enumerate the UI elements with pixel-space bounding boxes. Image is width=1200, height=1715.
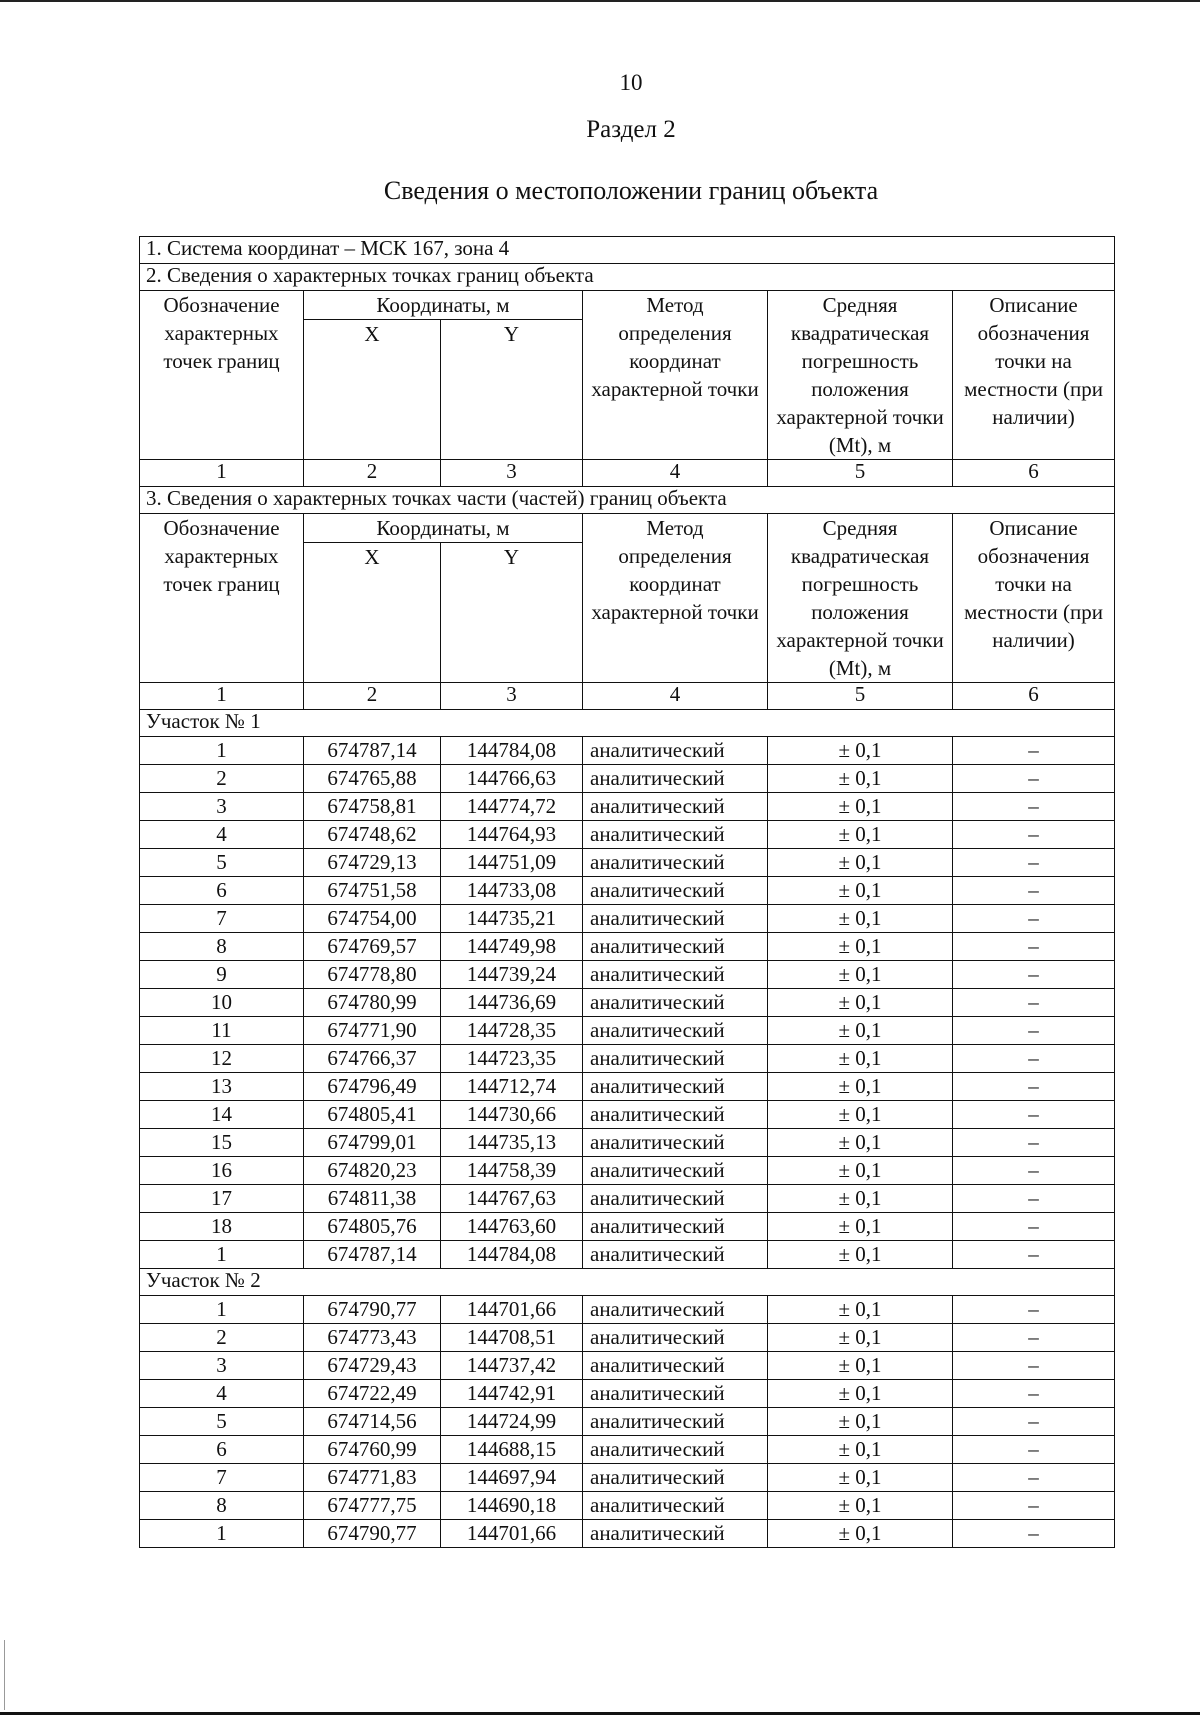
description-cell: –: [953, 1324, 1115, 1352]
coord-x: 674805,41: [304, 1101, 441, 1129]
mt-cell: ± 0,1: [768, 1324, 953, 1352]
method-cell: аналитический: [583, 849, 768, 877]
description-cell: –: [953, 905, 1115, 933]
point-number: 7: [140, 1464, 304, 1492]
method-cell: аналитический: [583, 737, 768, 765]
coord-x: 674820,23: [304, 1157, 441, 1185]
mt-cell: ± 0,1: [768, 1296, 953, 1324]
method-cell: аналитический: [583, 877, 768, 905]
point-number: 6: [140, 877, 304, 905]
coord-y: 144733,08: [441, 877, 583, 905]
mt-cell: ± 0,1: [768, 933, 953, 961]
description-cell: –: [953, 1436, 1115, 1464]
coord-y: 144736,69: [441, 989, 583, 1017]
table-row: [140, 1296, 1115, 1324]
point-number: 5: [140, 849, 304, 877]
table-row: [140, 1185, 1115, 1213]
method-cell: аналитический: [583, 1017, 768, 1045]
method-cell: аналитический: [583, 1520, 768, 1548]
description-cell: –: [953, 1017, 1115, 1045]
coord-y: 144690,18: [441, 1492, 583, 1520]
mt-cell: ± 0,1: [768, 961, 953, 989]
coord-y: 144742,91: [441, 1380, 583, 1408]
section2-column-numbers: [140, 460, 1115, 487]
point-number: 1: [140, 1241, 304, 1269]
table-row: [140, 1408, 1115, 1436]
mt-cell: ± 0,1: [768, 1045, 953, 1073]
column-number: 1: [140, 460, 304, 487]
description-cell: –: [953, 1296, 1115, 1324]
section3-header-row: [140, 514, 1115, 543]
description-cell: –: [953, 765, 1115, 793]
method-cell: аналитический: [583, 1213, 768, 1241]
mt-cell: ± 0,1: [768, 1213, 953, 1241]
table-row: [140, 933, 1115, 961]
point-number: 11: [140, 1017, 304, 1045]
document-title: Сведения о местоположении границ объекта: [383, 176, 879, 205]
parcel-label: Участок № 2: [140, 1269, 1115, 1296]
method-cell: аналитический: [583, 1492, 768, 1520]
mt-cell: ± 0,1: [768, 1436, 953, 1464]
section3-column-numbers: [140, 683, 1115, 710]
description-cell: –: [953, 1101, 1115, 1129]
point-number: 12: [140, 1045, 304, 1073]
coord-y: 144784,08: [441, 737, 583, 765]
method-cell: аналитический: [583, 1324, 768, 1352]
column-number: 3: [441, 460, 583, 487]
header-mt: Средняя квадратическая погрешность положения характерной точки (Mt), м: [768, 514, 953, 683]
section2-title: 2. Сведения о характерных точках границ объекта: [140, 264, 1115, 291]
coord-x: 674773,43: [304, 1324, 441, 1352]
point-number: 10: [140, 989, 304, 1017]
method-cell: аналитический: [583, 1241, 768, 1269]
table-row: [140, 765, 1115, 793]
description-cell: –: [953, 849, 1115, 877]
header-coordinates: Координаты, м: [304, 291, 583, 320]
point-number: 5: [140, 1408, 304, 1436]
method-cell: аналитический: [583, 1101, 768, 1129]
coord-x: 674722,49: [304, 1380, 441, 1408]
parcel-label-row: [140, 710, 1115, 737]
description-cell: –: [953, 1213, 1115, 1241]
coord-x: 674777,75: [304, 1492, 441, 1520]
table-row: [140, 821, 1115, 849]
mt-cell: ± 0,1: [768, 1185, 953, 1213]
method-cell: аналитический: [583, 905, 768, 933]
mt-cell: ± 0,1: [768, 877, 953, 905]
mt-cell: ± 0,1: [768, 1157, 953, 1185]
mt-cell: ± 0,1: [768, 849, 953, 877]
coord-y: 144751,09: [441, 849, 583, 877]
coord-x: 674751,58: [304, 877, 441, 905]
column-number: 2: [304, 460, 441, 487]
coord-x: 674796,49: [304, 1073, 441, 1101]
coord-y: 144784,08: [441, 1241, 583, 1269]
coord-y: 144749,98: [441, 933, 583, 961]
method-cell: аналитический: [583, 1408, 768, 1436]
coord-x: 674729,43: [304, 1352, 441, 1380]
header-method: Метод определения координат характерной точки: [583, 514, 768, 683]
mt-cell: ± 0,1: [768, 1017, 953, 1045]
point-number: 16: [140, 1157, 304, 1185]
description-cell: –: [953, 877, 1115, 905]
coord-y: 144735,13: [441, 1129, 583, 1157]
coord-x: 674790,77: [304, 1520, 441, 1548]
method-cell: аналитический: [583, 1185, 768, 1213]
description-cell: –: [953, 1520, 1115, 1548]
method-cell: аналитический: [583, 933, 768, 961]
column-number: 5: [768, 460, 953, 487]
point-number: 4: [140, 821, 304, 849]
mt-cell: ± 0,1: [768, 1241, 953, 1269]
mt-cell: ± 0,1: [768, 1492, 953, 1520]
coord-x: 674778,80: [304, 961, 441, 989]
section2-header-row: [140, 291, 1115, 320]
description-cell: –: [953, 1352, 1115, 1380]
point-number: 17: [140, 1185, 304, 1213]
table-row: [140, 1241, 1115, 1269]
description-cell: –: [953, 933, 1115, 961]
method-cell: аналитический: [583, 765, 768, 793]
point-number: 9: [140, 961, 304, 989]
table-row: [140, 1380, 1115, 1408]
coord-y: 144712,74: [441, 1073, 583, 1101]
mt-cell: ± 0,1: [768, 1408, 953, 1436]
table-row: [140, 1492, 1115, 1520]
header-x: X: [304, 320, 441, 460]
mt-cell: ± 0,1: [768, 1380, 953, 1408]
section2-title-row: [140, 264, 1115, 291]
coord-x: 674811,38: [304, 1185, 441, 1213]
point-number: 3: [140, 1352, 304, 1380]
table-row: [140, 1436, 1115, 1464]
coord-y: 144758,39: [441, 1157, 583, 1185]
coord-x: 674799,01: [304, 1129, 441, 1157]
coord-y: 144688,15: [441, 1436, 583, 1464]
table-row: [140, 1157, 1115, 1185]
coord-y: 144701,66: [441, 1296, 583, 1324]
coord-y: 144764,93: [441, 821, 583, 849]
coord-y: 144737,42: [441, 1352, 583, 1380]
coord-x: 674771,90: [304, 1017, 441, 1045]
coord-system-row: [140, 237, 1115, 264]
column-number: 6: [953, 683, 1115, 710]
point-number: 2: [140, 765, 304, 793]
point-number: 14: [140, 1101, 304, 1129]
description-cell: –: [953, 1241, 1115, 1269]
coord-y: 144763,60: [441, 1213, 583, 1241]
coord-x: 674790,77: [304, 1296, 441, 1324]
description-cell: –: [953, 1185, 1115, 1213]
description-cell: –: [953, 1129, 1115, 1157]
method-cell: аналитический: [583, 1436, 768, 1464]
point-number: 2: [140, 1324, 304, 1352]
coord-system: 1. Система координат – МСК 167, зона 4: [140, 237, 1115, 264]
description-cell: –: [953, 1464, 1115, 1492]
method-cell: аналитический: [583, 793, 768, 821]
mt-cell: ± 0,1: [768, 1129, 953, 1157]
column-number: 3: [441, 683, 583, 710]
section-title: Раздел 2: [586, 116, 676, 143]
table-row: [140, 849, 1115, 877]
point-number: 8: [140, 933, 304, 961]
coord-x: 674729,13: [304, 849, 441, 877]
coord-y: 144767,63: [441, 1185, 583, 1213]
mt-cell: ± 0,1: [768, 1352, 953, 1380]
table-row: [140, 989, 1115, 1017]
column-number: 4: [583, 460, 768, 487]
coord-x: 674805,76: [304, 1213, 441, 1241]
coord-x: 674748,62: [304, 821, 441, 849]
coord-x: 674780,99: [304, 989, 441, 1017]
header-method: Метод определения координат характерной точки: [583, 291, 768, 460]
header-mt: Средняя квадратическая погрешность положения характерной точки (Mt), м: [768, 291, 953, 460]
table-row: [140, 905, 1115, 933]
header-coordinates: Координаты, м: [304, 514, 583, 543]
coord-x: 674787,14: [304, 737, 441, 765]
coord-y: 144697,94: [441, 1464, 583, 1492]
coord-y: 144708,51: [441, 1324, 583, 1352]
coord-x: 674714,56: [304, 1408, 441, 1436]
header-description: Описание обозначения точки на местности (при наличии): [953, 514, 1115, 683]
column-number: 4: [583, 683, 768, 710]
mt-cell: ± 0,1: [768, 1520, 953, 1548]
method-cell: аналитический: [583, 1380, 768, 1408]
description-cell: –: [953, 793, 1115, 821]
method-cell: аналитический: [583, 1352, 768, 1380]
mt-cell: ± 0,1: [768, 989, 953, 1017]
method-cell: аналитический: [583, 1296, 768, 1324]
table-row: [140, 1045, 1115, 1073]
coord-y: 144701,66: [441, 1520, 583, 1548]
point-number: 3: [140, 793, 304, 821]
table-row: [140, 737, 1115, 765]
section3-title: 3. Сведения о характерных точках части (частей) границ объекта: [140, 487, 1115, 514]
description-cell: –: [953, 1408, 1115, 1436]
coord-y: 144766,63: [441, 765, 583, 793]
method-cell: аналитический: [583, 989, 768, 1017]
coord-x: 674758,81: [304, 793, 441, 821]
method-cell: аналитический: [583, 1157, 768, 1185]
coord-x: 674787,14: [304, 1241, 441, 1269]
method-cell: аналитический: [583, 961, 768, 989]
coord-x: 674754,00: [304, 905, 441, 933]
scan-edge-top: [0, 0, 1200, 2]
table-row: [140, 1073, 1115, 1101]
table-row: [140, 1129, 1115, 1157]
point-number: 13: [140, 1073, 304, 1101]
description-cell: –: [953, 1073, 1115, 1101]
coord-y: 144724,99: [441, 1408, 583, 1436]
table-row: [140, 1464, 1115, 1492]
point-number: 7: [140, 905, 304, 933]
point-number: 15: [140, 1129, 304, 1157]
method-cell: аналитический: [583, 1129, 768, 1157]
mt-cell: ± 0,1: [768, 1101, 953, 1129]
coord-x: 674771,83: [304, 1464, 441, 1492]
coord-y: 144723,35: [441, 1045, 583, 1073]
parcel-label: Участок № 1: [140, 710, 1115, 737]
mt-cell: ± 0,1: [768, 1464, 953, 1492]
coord-y: 144730,66: [441, 1101, 583, 1129]
coord-x: 674760,99: [304, 1436, 441, 1464]
coord-x: 674766,37: [304, 1045, 441, 1073]
table-row: [140, 1352, 1115, 1380]
description-cell: –: [953, 737, 1115, 765]
mt-cell: ± 0,1: [768, 1073, 953, 1101]
mt-cell: ± 0,1: [768, 905, 953, 933]
coord-x: 674769,57: [304, 933, 441, 961]
method-cell: аналитический: [583, 1045, 768, 1073]
table-row: [140, 793, 1115, 821]
mt-cell: ± 0,1: [768, 737, 953, 765]
coord-y: 144739,24: [441, 961, 583, 989]
parcel-label-row: [140, 1269, 1115, 1296]
coord-y: 144728,35: [441, 1017, 583, 1045]
mt-cell: ± 0,1: [768, 821, 953, 849]
method-cell: аналитический: [583, 1464, 768, 1492]
table-row: [140, 1213, 1115, 1241]
column-number: 2: [304, 683, 441, 710]
point-number: 1: [140, 1296, 304, 1324]
coord-x: 674765,88: [304, 765, 441, 793]
table-row: [140, 1520, 1115, 1548]
table-row: [140, 877, 1115, 905]
boundary-table: [139, 236, 1115, 1548]
method-cell: аналитический: [583, 821, 768, 849]
header-y: Y: [441, 543, 583, 683]
point-number: 18: [140, 1213, 304, 1241]
table-row: [140, 1017, 1115, 1045]
mt-cell: ± 0,1: [768, 765, 953, 793]
header-point-designation: Обозначение характерных точек границ: [140, 291, 304, 460]
header-x: X: [304, 543, 441, 683]
header-y: Y: [441, 320, 583, 460]
point-number: 4: [140, 1380, 304, 1408]
description-cell: –: [953, 1380, 1115, 1408]
point-number: 1: [140, 1520, 304, 1548]
mt-cell: ± 0,1: [768, 793, 953, 821]
table-row: [140, 1324, 1115, 1352]
section3-title-row: [140, 487, 1115, 514]
header-description: Описание обозначения точки на местности (при наличии): [953, 291, 1115, 460]
description-cell: –: [953, 1492, 1115, 1520]
description-cell: –: [953, 821, 1115, 849]
header-point-designation: Обозначение характерных точек границ: [140, 514, 304, 683]
coord-y: 144735,21: [441, 905, 583, 933]
description-cell: –: [953, 1157, 1115, 1185]
point-number: 8: [140, 1492, 304, 1520]
description-cell: –: [953, 961, 1115, 989]
table-row: [140, 961, 1115, 989]
scan-edge-left: [4, 1640, 5, 1710]
method-cell: аналитический: [583, 1073, 768, 1101]
column-number: 6: [953, 460, 1115, 487]
point-number: 6: [140, 1436, 304, 1464]
column-number: 5: [768, 683, 953, 710]
description-cell: –: [953, 1045, 1115, 1073]
point-number: 1: [140, 737, 304, 765]
column-number: 1: [140, 683, 304, 710]
table-row: [140, 1101, 1115, 1129]
description-cell: –: [953, 989, 1115, 1017]
page-number: 10: [619, 70, 643, 95]
coord-y: 144774,72: [441, 793, 583, 821]
